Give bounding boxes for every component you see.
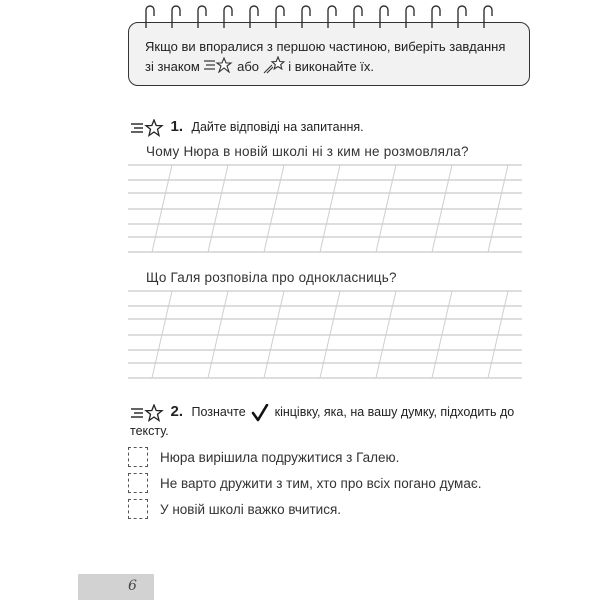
- note-line-2c: і виконайте їх.: [288, 58, 375, 74]
- option-1[interactable]: [128, 446, 399, 468]
- question-1: Чому Нюра в новій школі ні з ким не розмовляла?: [146, 144, 469, 159]
- question-2: Що Галя розповіла про однокласниць?: [146, 270, 397, 285]
- ring-binder-icon: [140, 2, 520, 28]
- speed-star-icon: [203, 57, 233, 78]
- note-line-2a: зі знаком: [145, 58, 200, 74]
- note-text: [145, 38, 523, 79]
- checkbox-icon[interactable]: [128, 499, 148, 519]
- task-2-instruction-a: Позначте: [191, 405, 246, 419]
- task-1-header: [130, 118, 364, 137]
- page-number-tab: [78, 574, 154, 600]
- note-line-1: Якщо ви впоралися з першою частиною, виберіть завдання: [145, 39, 506, 54]
- note-line-2b: або: [237, 58, 259, 74]
- page-number: 6: [128, 578, 137, 594]
- checkbox-icon[interactable]: [128, 447, 148, 467]
- speed-star-icon: [130, 119, 164, 137]
- answer-lines-2[interactable]: [128, 290, 522, 380]
- answer-lines-1[interactable]: [128, 164, 522, 254]
- task-1-number: 1.: [170, 118, 183, 135]
- task-2-instruction-b: кінцівку, яка, на вашу думку, підходить до: [274, 405, 515, 419]
- task-1-instruction: Дайте відповіді на запитання.: [191, 120, 364, 134]
- option-2[interactable]: [128, 472, 481, 494]
- checkbox-icon[interactable]: [128, 473, 148, 493]
- left-margin: [0, 0, 78, 600]
- checkmark-icon: [251, 404, 269, 422]
- task-2-instruction-c: тексту.: [130, 424, 169, 438]
- task-2-number: 2.: [170, 403, 183, 420]
- option-1-text: Нюра вирішила подружитися з Галею.: [160, 449, 400, 465]
- instruction-note: [128, 22, 530, 86]
- option-3[interactable]: [128, 498, 341, 520]
- task-2-header: [130, 402, 522, 441]
- option-3-text: У новій школі важко вчитися.: [160, 501, 342, 517]
- shooting-star-icon: [263, 56, 285, 79]
- speed-star-icon: [130, 404, 164, 422]
- option-2-text: Не варто дружити з тим, хто про всіх погано думає.: [160, 475, 482, 491]
